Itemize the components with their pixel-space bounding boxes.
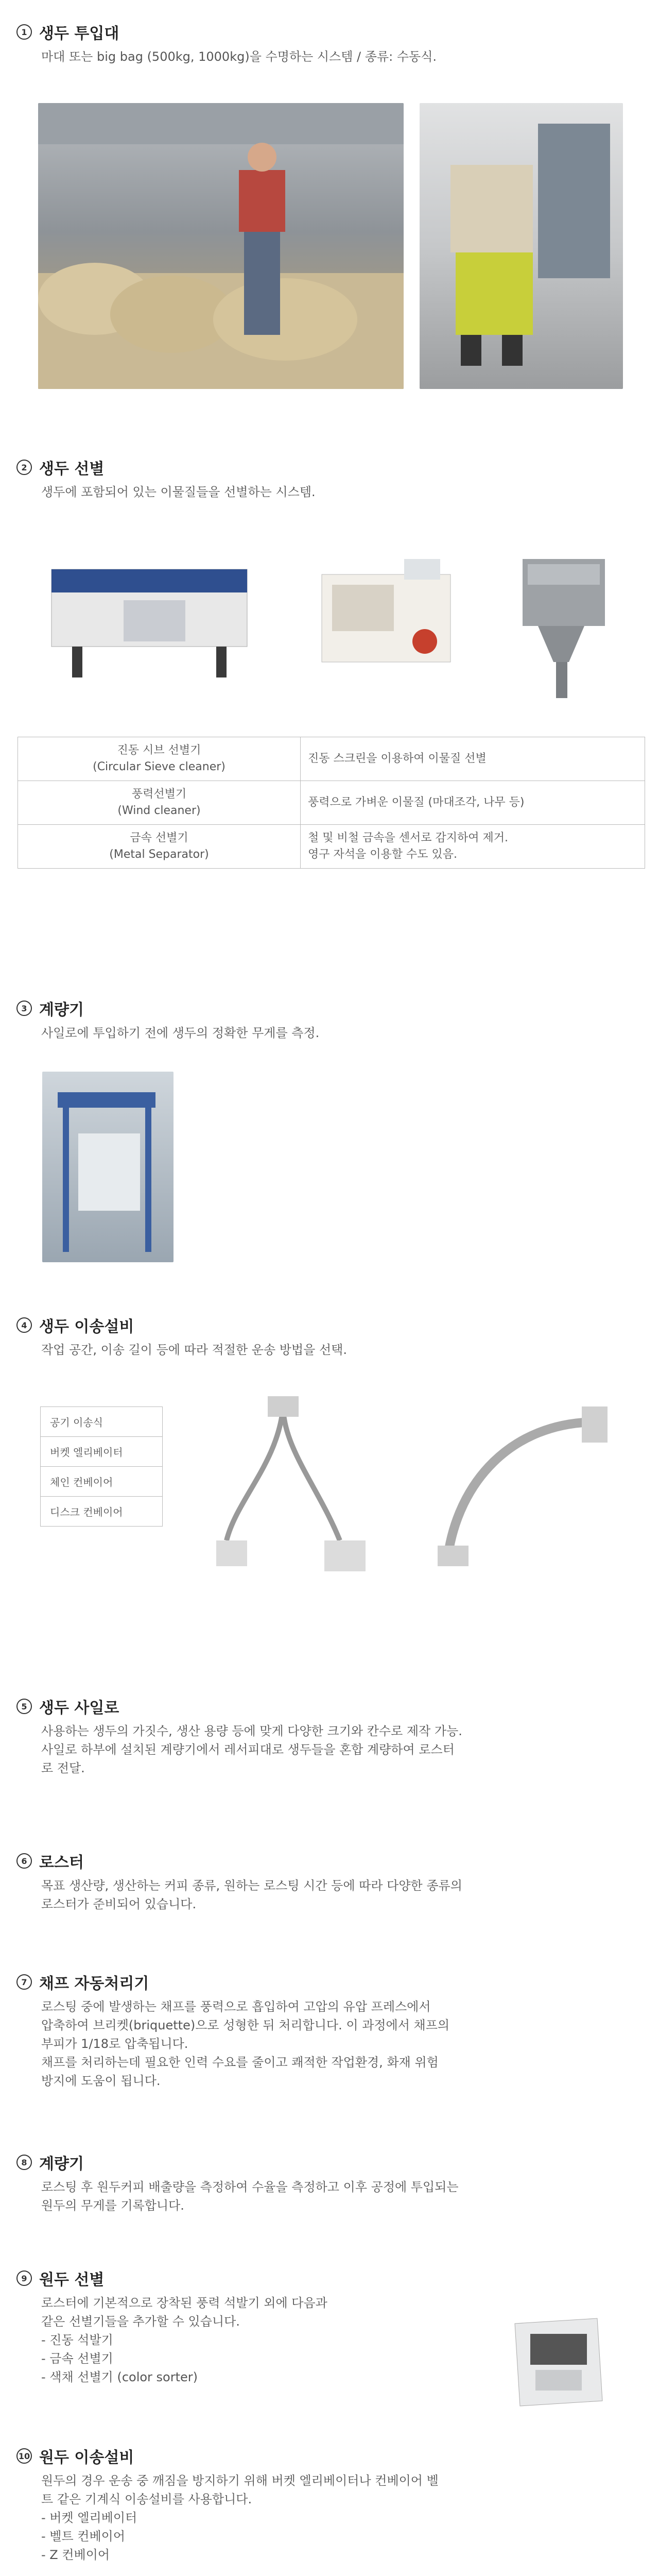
section-desc: - 금속 선별기 (41, 2351, 113, 2366)
intake-station-photo (38, 103, 404, 389)
diagram-sketch (206, 1386, 412, 1602)
section-title: 로스터 (39, 1854, 84, 1872)
machine-sketch (507, 538, 618, 708)
wind-cleaner-image (301, 538, 471, 698)
section-desc: 사일로에 투입하기 전에 생두의 정확한 무게를 측정. (41, 1026, 320, 1040)
section-desc: - 벨트 컨베이어 (41, 2529, 126, 2544)
equipment-subname: (Metal Separator) (109, 848, 209, 861)
section-number: 8 (16, 2155, 32, 2170)
section-desc: 생두에 포함되어 있는 이물질들을 선별하는 시스템. (41, 485, 316, 499)
section-title: 생두 이송설비 (39, 1318, 134, 1336)
section-desc: - Z 컨베이어 (41, 2548, 110, 2562)
section-green-bean-sorting (16, 456, 643, 501)
equipment-desc: 영구 자석을 이용할 수도 있음. (308, 848, 457, 861)
section-number: 3 (16, 1001, 32, 1016)
section-title: 채프 자동처리기 (39, 1975, 149, 1993)
section-title: 원두 선별 (39, 2271, 105, 2289)
section-desc: - 색채 선별기 (color sorter) (41, 2370, 198, 2384)
equipment-desc: 철 및 비철 금속을 센서로 감지하여 제거. (308, 832, 508, 844)
list-item: 공기 이송식 (41, 1407, 163, 1437)
table-row (18, 781, 645, 825)
forklift-bigbag-photo (420, 103, 623, 389)
equipment-name: 풍력선별기 (131, 788, 187, 801)
section-number: 5 (16, 1699, 32, 1714)
table-row (18, 825, 645, 869)
section-number: 2 (16, 460, 32, 475)
section-desc: 사용하는 생두의 가짓수, 생산 용량 등에 맞게 다양한 크기와 칸수로 제작 가능. (41, 1724, 462, 1738)
section-desc: - 진동 석발기 (41, 2333, 113, 2347)
list-item: 버켓 엘리베이터 (41, 1437, 163, 1467)
list-item: 디스크 컨베이어 (41, 1497, 163, 1527)
section-desc: 목표 생산량, 생산하는 커피 종류, 원하는 로스팅 시간 등에 따라 다양한 종류의 (41, 1878, 462, 1893)
section-title: 생두 선별 (39, 460, 105, 478)
section-title: 생두 사일로 (39, 1699, 119, 1717)
section-number: 10 (16, 2448, 32, 2464)
section-green-bean-scale (16, 997, 643, 1042)
photo-sketch (38, 103, 404, 389)
photo-sketch (42, 1072, 174, 1262)
section-roasted-scale (16, 2151, 643, 2215)
section-title: 생두 투입대 (39, 25, 119, 43)
section-desc: 마대 또는 big bag (500kg, 1000kg)을 수명하는 시스템 / 종류: 수동식. (41, 49, 437, 64)
section-desc: 로스팅 중에 발생하는 채프를 풍력으로 흡입하여 고압의 유압 프레스에서 (41, 1999, 431, 2014)
section-desc: 방지에 도움이 됩니다. (41, 2074, 161, 2088)
equipment-subname: (Wind cleaner) (117, 804, 201, 817)
sieve-cleaner-image (31, 538, 273, 698)
section-desc: 트 같은 기계식 이송설비를 사용합니다. (41, 2492, 252, 2506)
section-desc: 채프를 처리하는데 필요한 인력 수요를 줄이고 쾌적한 작업환경, 화재 위험 (41, 2055, 439, 2070)
section-title: 계량기 (39, 1001, 84, 1019)
section-number: 4 (16, 1317, 32, 1333)
machine-sketch (494, 2303, 618, 2432)
section-desc: 원두의 경우 운송 중 깨짐을 방지하기 위해 버켓 엘리베이터나 컨베이어 벨 (41, 2473, 439, 2488)
section-desc: 로스터에 기본적으로 장착된 풍력 석발기 외에 다음과 (41, 2296, 327, 2310)
section-roasted-conveying (16, 2445, 643, 2564)
diagram-sketch (427, 1391, 623, 1577)
section-desc: - 버켓 엘리베이터 (41, 2511, 137, 2525)
equipment-subname: (Circular Sieve cleaner) (93, 760, 226, 773)
sorting-equipment-table (18, 737, 645, 869)
table-row (18, 737, 645, 781)
section-chaff-processor (16, 1971, 643, 2090)
section-desc: 부피가 1/18로 압축됩니다. (41, 2037, 188, 2051)
machine-sketch (31, 538, 273, 698)
section-desc: 로스터가 준비되어 있습니다. (41, 1897, 197, 1911)
section-roaster (16, 1850, 643, 1913)
photo-sketch (420, 103, 623, 389)
section-title: 원두 이송설비 (39, 2449, 134, 2467)
section-desc: 사일로 하부에 설치된 계량기에서 레서피대로 생두들을 혼합 계량하여 로스터 (41, 1742, 455, 1757)
section-green-bean-intake (16, 21, 643, 66)
equipment-name: 진동 시브 선별기 (117, 744, 201, 757)
section-desc: 원두의 무게를 기록합니다. (41, 2198, 184, 2213)
section-green-bean-silo (16, 1695, 643, 1777)
section-number: 7 (16, 1974, 32, 1990)
metal-separator-image (507, 538, 618, 708)
equipment-desc: 풍력으로 가벼운 이물질 (마대조각, 나무 등) (308, 796, 525, 809)
section-number: 6 (16, 1853, 32, 1869)
section-desc: 작업 공간, 이송 길이 등에 따라 적절한 운송 방법을 선택. (41, 1343, 347, 1357)
section-desc: 로 전달. (41, 1761, 85, 1775)
section-green-bean-conveying (16, 1314, 643, 1359)
conveying-options-list (40, 1406, 163, 1527)
machine-sketch (301, 538, 471, 698)
pneumatic-conveyor-diagram (206, 1386, 412, 1602)
section-number: 9 (16, 2270, 32, 2286)
scale-photo (42, 1072, 174, 1262)
section-number: 1 (16, 24, 32, 40)
equipment-desc: 진동 스크린을 이용하여 이물질 선별 (308, 752, 487, 765)
section-title: 계량기 (39, 2155, 84, 2173)
color-sorter-image (494, 2303, 618, 2432)
section-desc: 압축하여 브리켓(briquette)으로 성형한 뒤 처리합니다. 이 과정에서 채프의 (41, 2018, 450, 2032)
list-item: 체인 컨베이어 (41, 1467, 163, 1497)
chain-conveyor-diagram (427, 1391, 623, 1577)
section-desc: 로스팅 후 원두커피 배출량을 측정하여 수율을 측정하고 이후 공정에 투입되는 (41, 2180, 459, 2194)
equipment-name: 금속 선별기 (130, 832, 188, 844)
section-desc: 같은 선별기들을 추가할 수 있습니다. (41, 2314, 240, 2329)
